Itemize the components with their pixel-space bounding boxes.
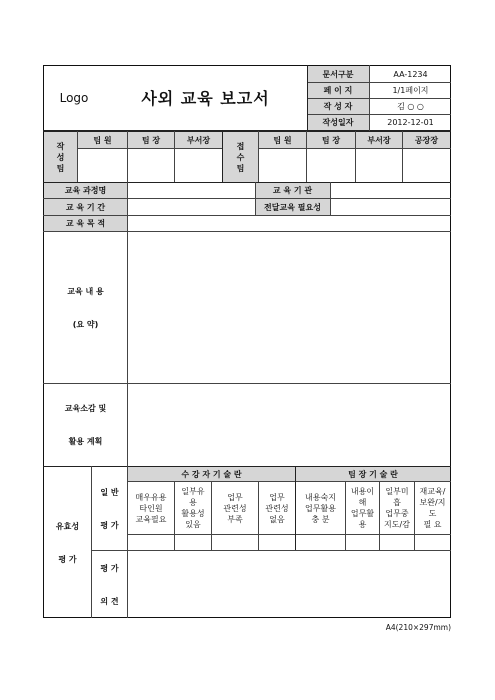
author-col-leader: 팀 장 xyxy=(141,135,161,145)
author-team-label: 작 성 팀 xyxy=(56,141,65,173)
trainee-check-very-useful[interactable] xyxy=(128,535,174,550)
purpose-field[interactable] xyxy=(128,216,450,231)
period-label: 교 육 기 간 xyxy=(65,202,106,212)
trainee-option-low-relevance: 업무 관련성 부족 xyxy=(223,492,247,524)
course-name-field[interactable] xyxy=(128,183,255,198)
author-dept-head-sign-box[interactable] xyxy=(175,149,222,182)
receiver-member-sign-box[interactable] xyxy=(259,149,306,182)
trainee-option-very-useful: 매우유용 타인원 교육필요 xyxy=(135,492,167,524)
doc-type-label: 문서구분 xyxy=(322,69,354,79)
author-col-dept-head: 부서장 xyxy=(186,135,211,145)
leader-check-partly-lacking[interactable] xyxy=(380,535,414,550)
period-field[interactable] xyxy=(128,199,255,215)
receiver-plant-manager-sign-box[interactable] xyxy=(403,149,450,182)
receiver-col-plant-manager: 공장장 xyxy=(414,135,439,145)
impression-plan-label: 교육소감 및 활용 계획 xyxy=(64,404,107,446)
leader-check-understood[interactable] xyxy=(346,535,379,550)
receiver-leader-sign-box[interactable] xyxy=(307,149,355,182)
receiver-col-leader: 팀 장 xyxy=(321,135,341,145)
receiver-col-member: 팀 원 xyxy=(273,135,292,145)
author-label: 작 성 자 xyxy=(323,102,353,111)
author-col-member: 팀 원 xyxy=(93,135,112,145)
leader-option-sufficient: 내용숙지 업무활용 충 분 xyxy=(305,492,336,524)
author-member-sign-box[interactable] xyxy=(78,149,127,182)
institution-field[interactable] xyxy=(331,183,450,198)
trainee-section-header: 수 강 자 기 술 란 xyxy=(181,469,242,479)
content-summary-label: 교육 내 용 (요 약) xyxy=(67,286,104,329)
eval-opinion-label: 평 가 의 견 xyxy=(100,563,119,606)
paper-size-note: A4(210×297mm) xyxy=(385,622,451,632)
report-title: 사외 교육 보고서 xyxy=(141,88,270,108)
eval-opinion-field[interactable] xyxy=(128,551,450,618)
trainee-check-partly-useful[interactable] xyxy=(175,535,211,550)
trainee-check-low-relevance[interactable] xyxy=(212,535,258,550)
author-value: 김 ○ ○ xyxy=(397,102,424,111)
leader-check-sufficient[interactable] xyxy=(296,535,345,550)
receiver-dept-head-sign-box[interactable] xyxy=(356,149,402,182)
institution-label: 교 육 기 관 xyxy=(272,186,313,195)
leader-option-partly-lacking: 일부미 흡 업무중 지도/감 xyxy=(384,487,410,529)
leader-option-understood: 내용이 해 업무활 용 xyxy=(350,487,375,529)
company-logo: Logo xyxy=(59,90,89,105)
general-eval-label: 일 반 평 가 xyxy=(100,487,119,530)
transfer-need-label: 전달교육 필요성 xyxy=(264,202,321,212)
leader-option-retrain: 재교육/ 보완/지 도 필 요 xyxy=(419,487,446,529)
date-value: 2012-12-01 xyxy=(387,118,434,127)
purpose-label: 교 육 목 적 xyxy=(65,219,106,228)
date-label: 작성일자 xyxy=(322,118,354,127)
doc-type-value: AA-1234 xyxy=(393,69,428,79)
impression-plan-field[interactable] xyxy=(128,384,450,466)
content-summary-field[interactable] xyxy=(128,232,450,383)
trainee-option-no-relevance: 업무 관련성 없음 xyxy=(265,492,289,524)
page-value: 1/1페이지 xyxy=(392,86,429,95)
leader-section-header: 팀 장 기 술 란 xyxy=(348,469,398,479)
transfer-need-field[interactable] xyxy=(331,199,450,215)
leader-check-retrain[interactable] xyxy=(415,535,450,550)
receiver-team-label: 접 수 팀 xyxy=(236,141,245,173)
course-name-label: 교육 과정명 xyxy=(64,186,107,195)
effectiveness-eval-label: 유효성 평 가 xyxy=(55,521,80,564)
trainee-check-no-relevance[interactable] xyxy=(259,535,295,550)
page-label: 페 이 지 xyxy=(323,86,353,95)
trainee-option-partly-useful: 일부유 용 활용성 있음 xyxy=(181,487,205,529)
author-leader-sign-box[interactable] xyxy=(128,149,174,182)
receiver-col-dept-head: 부서장 xyxy=(367,135,391,145)
